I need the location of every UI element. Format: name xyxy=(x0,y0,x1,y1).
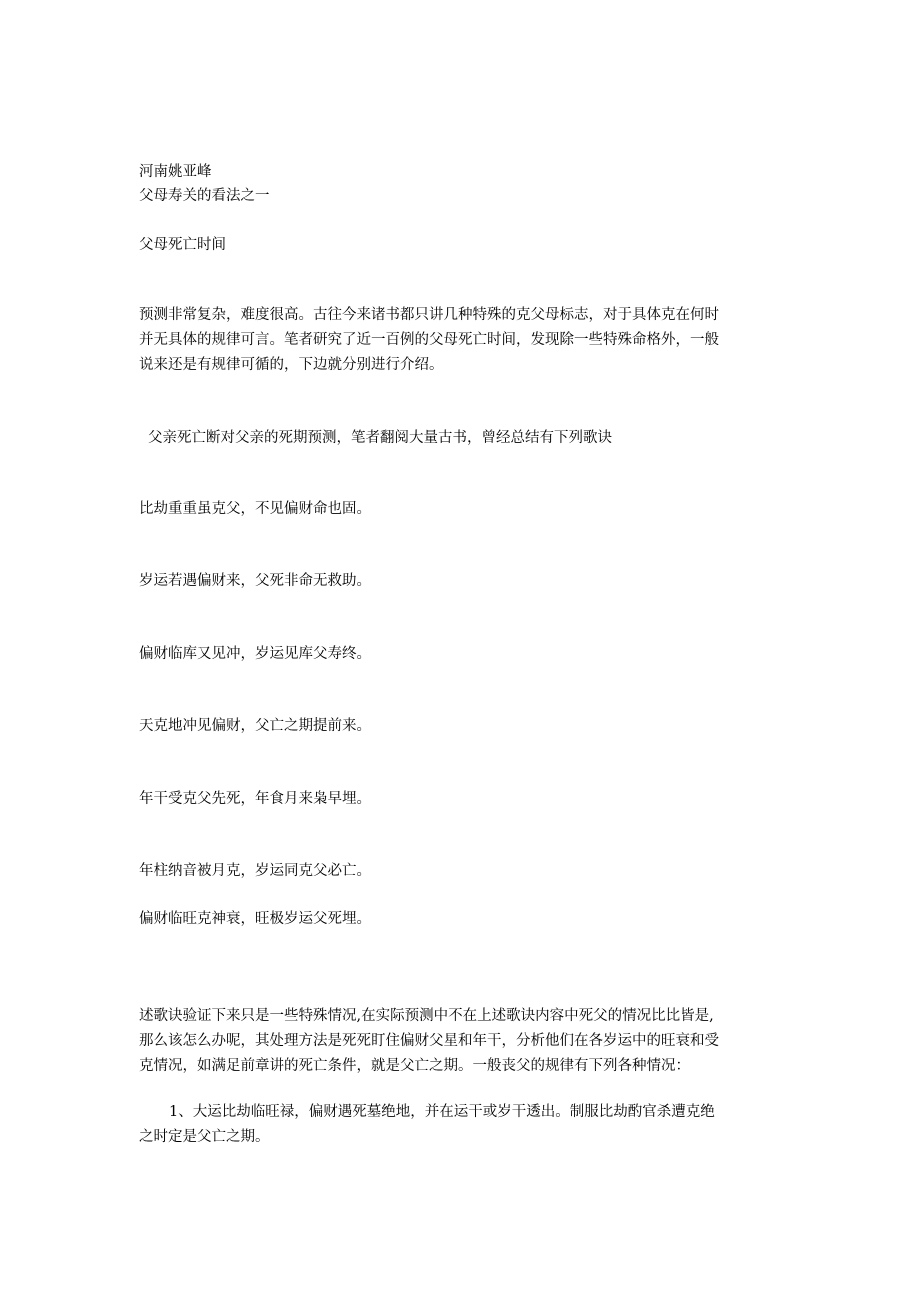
subtitle-line: 父母寿关的看法之一 xyxy=(139,188,270,204)
summary-line-3: 克情况，如满足前章讲的死亡条件，就是父亡之期。一般丧父的规律有下列各种情况： xyxy=(139,1058,690,1074)
verse-line-2: 岁运若遇偏财来，父死非命无救助。 xyxy=(139,573,371,589)
intro-line-1: 预测非常复杂，难度很高。古往今来诸书都只讲几种特殊的克父母标志，对于具体克在何时 xyxy=(139,307,719,323)
summary-line-1: 述歌诀验证下来只是一些特殊情况,在实际预测中不在上述歌诀内容中死父的情况比比皆是, xyxy=(139,1008,714,1024)
summary-paragraph xyxy=(139,1004,784,1079)
intro-line-3: 说来还是有规律可循的，下边就分别进行介绍。 xyxy=(139,357,444,373)
section-heading: 父母死亡时间 xyxy=(139,237,226,253)
verse-line-4: 天克地冲见偏财，父亡之期提前来。 xyxy=(139,718,371,734)
rule-1-line-2: 之时定是父亡之期。 xyxy=(139,1129,270,1145)
author-line: 河南姚亚峰 xyxy=(139,164,212,180)
verse-line-3: 偏财临库又见冲，岁运见库父寿终。 xyxy=(139,646,371,662)
verse-line-5: 年干受克父先死，年食月来枭早埋。 xyxy=(139,791,371,807)
rule-1-line-1: 1、大运比劫临旺禄，偏财遇死墓绝地，并在运干或岁干透出。制服比劫酌官杀遭克绝 xyxy=(169,1104,715,1120)
rule-1-paragraph xyxy=(139,1100,784,1150)
verse-line-7: 偏财临旺克神衰，旺极岁运父死埋。 xyxy=(139,911,371,927)
verse-line-1: 比劫重重虽克父，不见偏财命也固。 xyxy=(139,501,371,517)
verse-line-6: 年柱纳音被月克，岁运同克父必亡。 xyxy=(139,863,371,879)
intro-line-2: 并无具体的规律可言。笔者研究了近一百例的父母死亡时间，发现除一些特殊命格外，一般 xyxy=(139,332,719,348)
father-intro-line: 父亲死亡断对父亲的死期预测，笔者翻阅大量古书，曾经总结有下列歌诀 xyxy=(148,430,612,446)
summary-line-2: 那么该怎么办呢，其处理方法是死死盯住偏财父星和年干，分析他们在各岁运中的旺衰和受 xyxy=(139,1033,719,1049)
intro-paragraph xyxy=(139,303,784,378)
